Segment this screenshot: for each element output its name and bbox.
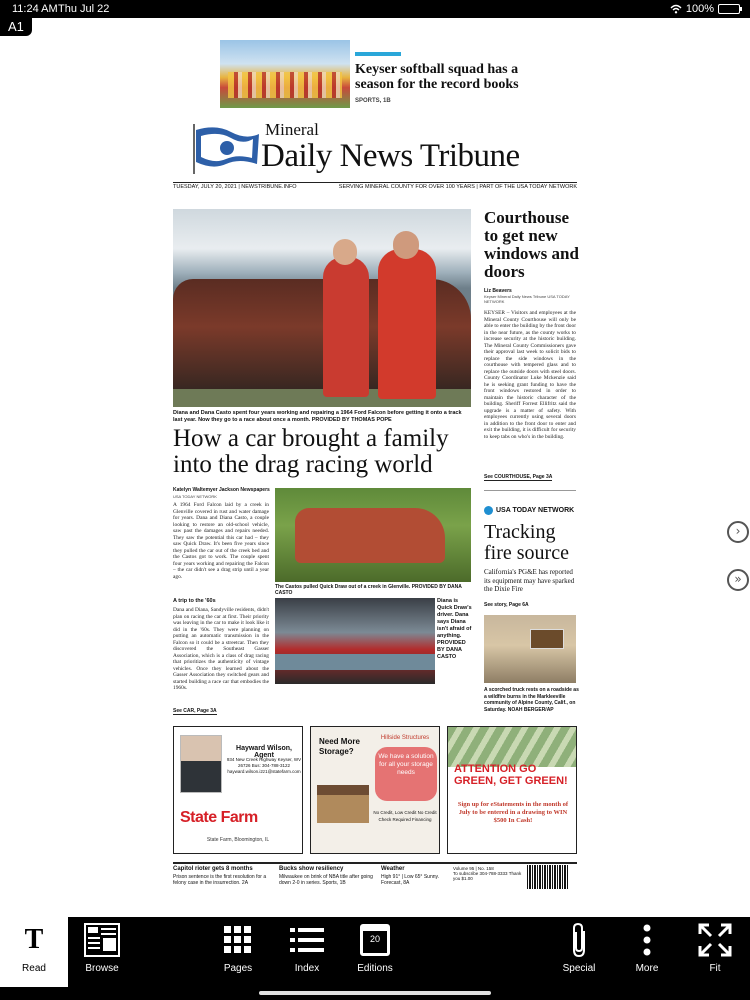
footer-item-3[interactable]: [381, 866, 447, 886]
usa-today-network: [484, 506, 574, 515]
masthead-rule: [173, 182, 577, 183]
barcode: [527, 865, 569, 889]
status-bar: [0, 0, 750, 18]
agent-name: Hayward Wilson, Agent: [236, 745, 292, 759]
courthouse-byline: Liz Beavers: [484, 288, 512, 294]
tab-label: Index: [294, 963, 320, 974]
go-green-headline: ATTENTION GO GREEN, GET GREEN!: [454, 763, 568, 787]
browse-icon: [68, 917, 136, 963]
photo2-caption: The Castos pulled Quick Draw out of a creek in Glenville. PROVIDED BY DANA CASTO: [275, 584, 462, 596]
storage-company: Hillside Structures: [380, 735, 430, 741]
tab-label: Read: [22, 963, 46, 974]
footer-text: High 91° | Low 65° Sunny. Forecast, 8A: [381, 874, 440, 886]
fire-headline[interactable]: Tracking fire source: [484, 521, 569, 564]
masthead-small: Mineral: [265, 120, 319, 139]
footer-rule: [173, 862, 577, 864]
go-green-ad[interactable]: [447, 726, 577, 854]
storage-ad[interactable]: [310, 726, 440, 854]
tab-more[interactable]: [613, 917, 681, 987]
fit-icon: [681, 917, 749, 963]
see-courthouse-link[interactable]: See COURTHOUSE, Page 3A: [484, 474, 553, 480]
storage-headline: Need More Storage?: [319, 737, 360, 756]
teaser-accent: [355, 52, 401, 56]
storage-pitch: We have a solution for all your storage needs: [375, 747, 437, 801]
rail-divider: [484, 490, 576, 491]
read-icon: T: [24, 924, 44, 955]
footer-title: Bucks show resiliency: [279, 866, 344, 872]
editions-badge: 20: [369, 934, 380, 944]
index-icon: [273, 917, 341, 963]
tab-label: Pages: [223, 963, 253, 974]
fire-summary: California's PG&E has reported its equipment may have sparked the Dixie Fire: [484, 568, 575, 593]
lead-headline[interactable]: How a car brought a family into the drag racing world: [173, 425, 449, 478]
footer-text: Milwaukee on brink of NBA title after going down 2-0 in series. Sports, 1B: [279, 874, 373, 886]
see-car-link[interactable]: See CAR, Page 3A: [173, 708, 217, 714]
teaser-section: SPORTS, 1B: [355, 98, 391, 104]
footer-subscribe: To subscribe 304-788-3333 Thank you $1.00: [453, 871, 522, 881]
creek-car-photo[interactable]: [275, 488, 471, 582]
masthead-date: TUESDAY, JULY 20, 2021 | NEWSTRIBUNE.INFO: [173, 184, 297, 190]
tab-label: Special: [562, 963, 596, 974]
pages-icon: [204, 917, 272, 963]
tab-label: Fit: [709, 963, 721, 974]
bottom-toolbar: [0, 917, 750, 1000]
status-time: 11:24 AM: [12, 3, 58, 15]
shed-image: [317, 785, 369, 823]
status-date: Thu Jul 22: [58, 3, 110, 15]
battery-percent: 100%: [685, 3, 714, 15]
courthouse-headline[interactable]: Courthouse to get new windows and doors: [484, 208, 579, 281]
tab-label: Browse: [85, 963, 119, 974]
footer-title: Capitol rioter gets 8 months: [173, 866, 253, 872]
tab-fit[interactable]: [681, 917, 749, 987]
statefarm-logo: State Farm: [180, 809, 258, 826]
storage-credit: No Credit, Low Credit No Credit Check Required Financing: [373, 810, 437, 822]
footer-text: Prison sentence is the first resolution for a felony case in the insurrection. 2A: [173, 874, 267, 886]
fire-caption: A scorched truck rests on a roadside as a wildfire burns in the Markleeville community of Alpine County, Calif., on Saturday. NOAH BERGER/AP: [484, 687, 579, 713]
tab-label: More: [635, 963, 659, 974]
lead-subhead: A trip to the '60s: [173, 598, 216, 604]
tab-special[interactable]: [545, 917, 613, 987]
usa-today-dot-icon: [484, 506, 493, 515]
courthouse-byline-org: Keyser Mineral Daily News Tribune USA TODAY NETWORK: [484, 294, 570, 304]
lead-body-1: A 1964 Ford Falcon laid by a creek in Glenville covered in rust and water damage for years. Dana and Diana Casto, a couple looking to restore an old-school vehicle, saw past the damages and repairs needed. They saw the potential this car had – they saw Quick Draw. It's been five years since they pulled the car out of the creek bed and the Castos got to work. The couple spent four years working and repairing the Falcon – the car didn't see a drag strip until a year ago.: [173, 502, 269, 580]
tab-editions[interactable]: [341, 917, 409, 987]
tab-read[interactable]: [0, 917, 68, 987]
status-right: [670, 3, 740, 15]
photo3-caption: Diana is Quick Draw's driver. Dana says Diana isn't afraid of anything. PROVIDED BY DANA CASTO: [437, 598, 472, 660]
paperclip-icon: [545, 917, 613, 963]
tab-pages[interactable]: [204, 917, 272, 987]
footer-volume: Volume 95 | No. 158: [453, 866, 494, 871]
softball-photo: [220, 40, 350, 108]
see-story-link[interactable]: See story, Page 6A: [484, 602, 529, 608]
more-icon: [613, 917, 681, 963]
tab-browse[interactable]: [68, 917, 136, 987]
tab-label: Editions: [357, 963, 393, 974]
race-car-photo[interactable]: [275, 598, 435, 684]
wildfire-photo[interactable]: [484, 615, 576, 683]
lead-photo[interactable]: [173, 209, 471, 407]
home-indicator[interactable]: [259, 991, 491, 995]
footer-item-2[interactable]: [279, 866, 375, 886]
newspaper-page[interactable]: [165, 32, 585, 886]
courthouse-body: KEYSER – Visitors and employees at the Mineral County Courthouse will only be able to enter the building by the front door in the near future, as the county works to increase security at the historic building. The Mineral County Commissioners gave their approval last week to solicit bids to replace the side windows in the courthouse with tempered glass and to replace the outside doors with steel doors. County Coordinator Luke Mckenzie said he is seeking grant funding to have the front windows restored in order to maintain the historic character of the building. Sheriff Forrest Ellifritz said the upgrade is a matter of safety. With employees currently using several doors in addition to the front door to enter and exit the building, it is difficult for security to keep tabs on who's in the building.: [484, 310, 576, 440]
lead-byline-org: USA TODAY NETWORK: [173, 494, 217, 499]
page-badge[interactable]: A1: [0, 18, 32, 36]
lead-byline: Katelyn Waltemyer Jackson Newspapers: [173, 487, 270, 493]
lead-caption: Diana and Dana Casto spent four years working and repairing a 1964 Ford Falcon before getting it onto a track last year. Now they go to a race about once a month. PROVIDED BY THOMAS POPE: [173, 410, 462, 423]
statefarm-ad[interactable]: [173, 726, 303, 854]
masthead-title: Daily News Tribune: [261, 138, 520, 174]
footer-title: Weather: [381, 866, 405, 872]
masthead-serving: SERVING MINERAL COUNTY FOR OVER 100 YEARS | PART OF THE USA TODAY NETWORK: [338, 184, 577, 190]
network-label: USA TODAY NETWORK: [496, 507, 575, 514]
go-green-offer: Sign up for eStatements in the month of July to be entered in a drawing to WIN $500 In Cash!: [457, 801, 569, 824]
wv-flag-icon: [191, 124, 261, 174]
last-page-button[interactable]: »: [727, 569, 749, 591]
footer-item-1[interactable]: [173, 866, 273, 886]
lead-body-2: Dana and Diana, Sandyville residents, didn't plan on racing the car at first. Their priority was leaving in the car to make it look like it did in the '60s. They were planning on putting an automatic transmission in the Falcon so it could be a streetcar. Then they discovered the Southeast Gasser Association, which is a class of drag racing that prioritizes the authenticity of vintage vehicles. Once they learned about the Gasser Association they switched gears and started building a race car that embodies the 1960s.: [173, 607, 269, 691]
teaser-headline[interactable]: Keyser softball squad has a season for the record books: [355, 62, 519, 92]
agent-photo: [180, 735, 222, 793]
tab-index[interactable]: [273, 917, 341, 987]
wifi-icon: [670, 4, 682, 14]
footer-item-4: [453, 866, 523, 881]
next-page-button[interactable]: ›: [727, 521, 749, 543]
editions-icon: [341, 917, 409, 963]
agent-address: 934 New Creek Highway Keyser, WV 26726 Bus: 304-788-3122 hayward.wilson.i2z1@statefarm.com: [226, 757, 302, 774]
battery-icon: [718, 4, 740, 14]
statefarm-location: State Farm, Bloomington, IL: [206, 837, 270, 843]
money-image: [448, 727, 577, 767]
